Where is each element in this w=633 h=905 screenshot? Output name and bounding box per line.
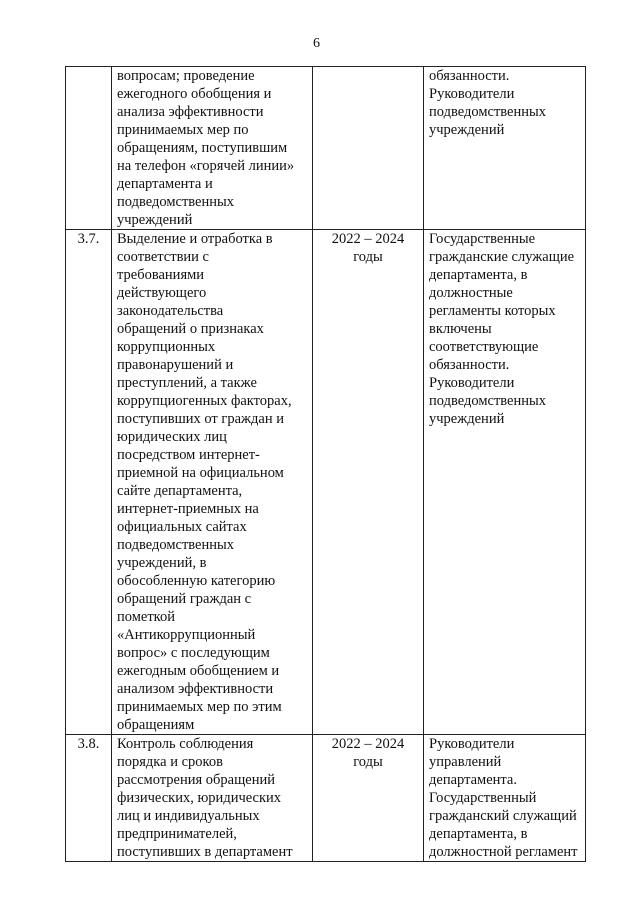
activity-line: на телефон «горячей линии» xyxy=(117,158,295,174)
activity-line: рассмотрения обращений xyxy=(117,772,275,788)
term-line: годы xyxy=(353,754,383,770)
activity-line: юридических лиц xyxy=(117,429,227,445)
activity-line: правонарушений и xyxy=(117,357,234,373)
activity-line: подведомственных xyxy=(117,194,234,210)
activity-line: «Антикоррупционный xyxy=(117,627,256,643)
activity-line: обособленную категорию xyxy=(117,573,276,589)
activity-line: соответствии с xyxy=(117,249,209,265)
responsible-line: включены xyxy=(429,321,492,337)
item-number-cell xyxy=(66,230,112,735)
item-number: 3.8. xyxy=(77,736,100,752)
page-number: 6 xyxy=(313,36,320,51)
activity-line: поступивших от граждан и xyxy=(117,411,284,427)
responsible-line: должностной регламент xyxy=(429,844,578,860)
activity-line: коррупционных xyxy=(117,339,216,355)
responsible-cell xyxy=(424,67,586,230)
responsible-line: Руководители xyxy=(429,736,515,752)
activity-line: физических, юридических xyxy=(117,790,282,806)
activity-line: вопросам; проведение xyxy=(117,68,255,84)
activity-line: пометкой xyxy=(117,609,175,625)
activity-line: обращений о признаках xyxy=(117,321,264,337)
activity-line: учреждений xyxy=(117,212,193,228)
activity-line: подведомственных xyxy=(117,537,234,553)
activity-line: принимаемых мер по xyxy=(117,122,249,138)
activity-line: порядка и сроков xyxy=(117,754,223,770)
responsible-line: должностные xyxy=(429,285,513,301)
activity-line: анализа эффективности xyxy=(117,104,264,120)
term-line: 2022 – 2024 xyxy=(331,736,405,752)
responsible-line: обязанности. xyxy=(429,68,510,84)
activity-line: принимаемых мер по этим xyxy=(117,699,282,715)
activity-line: ежегодного обобщения и xyxy=(117,86,272,102)
activity-line: анализом эффективности xyxy=(117,681,274,697)
responsible-line: Государственные xyxy=(429,231,536,247)
item-number: 3.7. xyxy=(77,231,100,247)
responsible-line: Государственный xyxy=(429,790,537,806)
activity-line: ежегодным обобщением и xyxy=(117,663,280,679)
measures-table xyxy=(65,66,586,862)
activity-line: требованиями xyxy=(117,267,205,283)
activity-line: действующего xyxy=(117,285,207,301)
activity-line: обращений граждан с xyxy=(117,591,252,607)
term-cell xyxy=(313,67,424,230)
term-cell xyxy=(313,735,424,862)
table-row xyxy=(66,230,586,735)
responsible-line: Руководители xyxy=(429,86,515,102)
activity-line: обращениям, поступившим xyxy=(117,140,288,156)
responsible-line: подведомственных xyxy=(429,393,546,409)
activity-line: приемной на официальном xyxy=(117,465,284,481)
activity-line: Выделение и отработка в xyxy=(117,231,273,247)
responsible-line: гражданские служащие xyxy=(429,249,575,265)
activity-line: учреждений, в xyxy=(117,555,207,571)
activity-line: интернет-приемных на xyxy=(117,501,259,517)
table-row xyxy=(66,735,586,862)
term-line: 2022 – 2024 xyxy=(331,231,405,247)
term-cell xyxy=(313,230,424,735)
activity-cell xyxy=(112,735,313,862)
measures-table-body xyxy=(66,67,586,862)
responsible-line: регламенты которых xyxy=(429,303,556,319)
activity-line: лиц и индивидуальных xyxy=(117,808,260,824)
activity-cell xyxy=(112,67,313,230)
item-number-cell xyxy=(66,735,112,862)
activity-line: официальных сайтах xyxy=(117,519,247,535)
responsible-line: Руководители xyxy=(429,375,515,391)
responsible-line: соответствующие xyxy=(429,339,539,355)
activity-line: вопрос» с последующим xyxy=(117,645,270,661)
table-row xyxy=(66,67,586,230)
responsible-line: гражданский служащий xyxy=(429,808,577,824)
activity-line: посредством интернет- xyxy=(117,447,260,463)
activity-line: департамента и xyxy=(117,176,213,192)
responsible-cell xyxy=(424,230,586,735)
responsible-line: управлений xyxy=(429,754,502,770)
activity-line: преступлений, а также xyxy=(117,375,257,391)
responsible-line: подведомственных xyxy=(429,104,546,120)
responsible-line: обязанности. xyxy=(429,357,510,373)
activity-line: Контроль соблюдения xyxy=(117,736,254,752)
activity-line: предпринимателей, xyxy=(117,826,237,842)
activity-line: обращениям xyxy=(117,717,195,733)
activity-line: законодательства xyxy=(117,303,224,319)
activity-line: сайте департамента, xyxy=(117,483,243,499)
responsible-cell xyxy=(424,735,586,862)
activity-line: коррупциогенных факторах, xyxy=(117,393,292,409)
responsible-line: департамента, в xyxy=(429,826,528,842)
term-line: годы xyxy=(353,249,383,265)
responsible-line: учреждений xyxy=(429,411,505,427)
responsible-line: департамента, в xyxy=(429,267,528,283)
responsible-line: департамента. xyxy=(429,772,517,788)
responsible-line: учреждений xyxy=(429,122,505,138)
item-number-cell xyxy=(66,67,112,230)
activity-line: поступивших в департамент xyxy=(117,844,293,860)
activity-cell xyxy=(112,230,313,735)
